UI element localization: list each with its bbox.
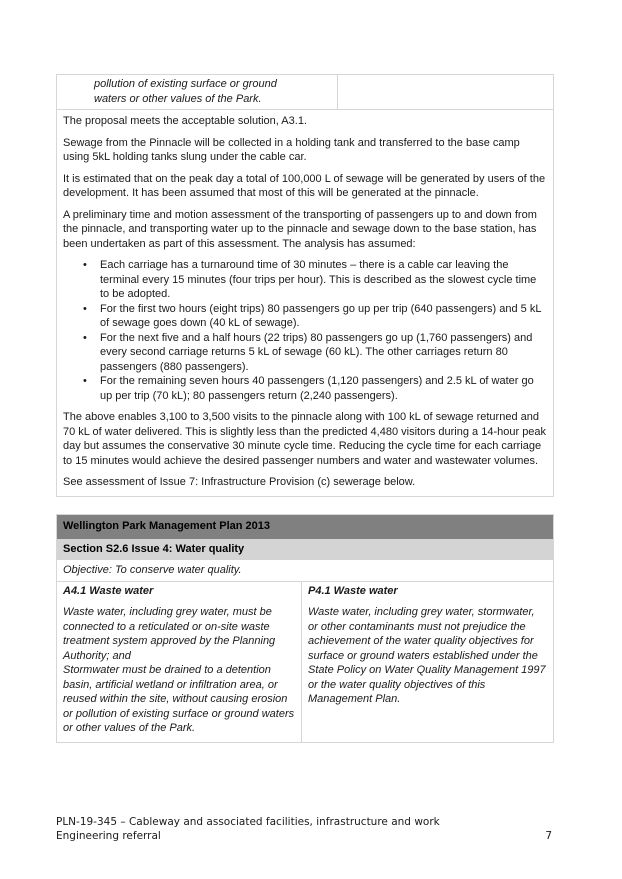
solutions-row bbox=[57, 582, 553, 742]
carryover-cell bbox=[57, 75, 338, 109]
assessment-body bbox=[57, 110, 553, 496]
list-item: • Each carriage has a turnaround time of 30 minutes – there is a cable car leaving the terminal every 15 minutes (four trips per hour). This is described as the slowest cycle time to be adopted. bbox=[100, 258, 547, 302]
acceptable-solution-cell bbox=[57, 582, 302, 742]
section-heading: Section S2.6 Issue 4: Water quality bbox=[57, 539, 553, 560]
acceptable-solution-p2: Stormwater must be drained to a detention basin, artificial wetland or infiltration area, or reused within the site, without causing erosion or pollution of existing surface or ground waters or other values of the Park. bbox=[63, 664, 295, 734]
page-footer bbox=[56, 815, 552, 843]
management-plan-table bbox=[56, 514, 554, 743]
paragraph-1: The proposal meets the acceptable solution, A3.1. bbox=[63, 115, 307, 127]
objective: Objective: To conserve water quality. bbox=[57, 560, 553, 582]
assumptions-list bbox=[63, 258, 547, 403]
paragraph-2: Sewage from the Pinnacle will be collected in a holding tank and transferred to the base camp using 5kL holding tanks slung under the cable car. bbox=[63, 136, 520, 163]
performance-criteria-p1: Waste water, including grey water, stormwater, or other contaminants must not prejudice the achievement of the water quality objectives for surface or ground waters established under the State Policy on Water Quality Management 1997 or the water quality objectives of this Management Plan. bbox=[308, 606, 546, 705]
performance-criteria-cell bbox=[302, 582, 553, 742]
plan-title: Wellington Park Management Plan 2013 bbox=[57, 515, 553, 539]
list-item: • For the remaining seven hours 40 passengers (1,120 passengers) and 2.5 kL of water go up per trip (70 kL); 80 passengers return (2,240 passengers). bbox=[100, 374, 547, 403]
page-number: 7 bbox=[545, 830, 552, 842]
empty-cell bbox=[338, 75, 553, 109]
carryover-row bbox=[57, 75, 553, 110]
paragraph-4: A preliminary time and motion assessment of the transporting of passengers up to and down from the pinnacle, and transporting water up to the pinnacle and sewage down to the base station, has been undertaken as part of this assessment. The analysis has assumed: bbox=[63, 208, 537, 250]
acceptable-solution-p1: Waste water, including grey water, must be connected to a reticulated or on-site waste treatment system approved by the Planning Authority; and bbox=[63, 606, 276, 662]
carryover-line-1: pollution of existing surface or ground bbox=[94, 78, 277, 90]
footer-subtitle: Engineering referral bbox=[56, 830, 161, 842]
performance-criteria-heading: P4.1 Waste water bbox=[308, 584, 398, 597]
acceptable-solution-heading: A4.1 Waste water bbox=[63, 584, 154, 597]
carryover-line-2: waters or other values of the Park. bbox=[94, 92, 262, 105]
footer-reference: PLN-19-345 – Cableway and associated facilities, infrastructure and work bbox=[56, 816, 440, 828]
paragraph-5: The above enables 3,100 to 3,500 visits to the pinnacle along with 100 kL of sewage returned and 70 kL of water delivered. This is slightly less than the predicted 4,480 visitors during a 14-hour peak day but assumes the conservative 30 minute cycle time. Reducing the cycle time for each carriage to 15 minutes would achieve the desired passenger numbers and water and wastewater volumes. bbox=[63, 411, 547, 467]
paragraph-6: See assessment of Issue 7: Infrastructure Provision (c) sewerage below. bbox=[63, 476, 416, 488]
paragraph-3: It is estimated that on the peak day a total of 100,000 L of sewage will be generated by users of the development. It has been assumed that most of this will be generated at the pinnacle. bbox=[63, 172, 546, 199]
list-item: • For the first two hours (eight trips) 80 passengers go up per trip (640 passengers) and 5 kL of sewage goes down (40 kL of sewage). bbox=[100, 302, 547, 331]
assessment-table bbox=[56, 74, 554, 497]
list-item: • For the next five and a half hours (22 trips) 80 passengers go up (1,760 passengers) and every second carriage returns 5 kL of sewage (60 kL). The other carriages return 80 passengers (880 passengers). bbox=[100, 331, 547, 375]
